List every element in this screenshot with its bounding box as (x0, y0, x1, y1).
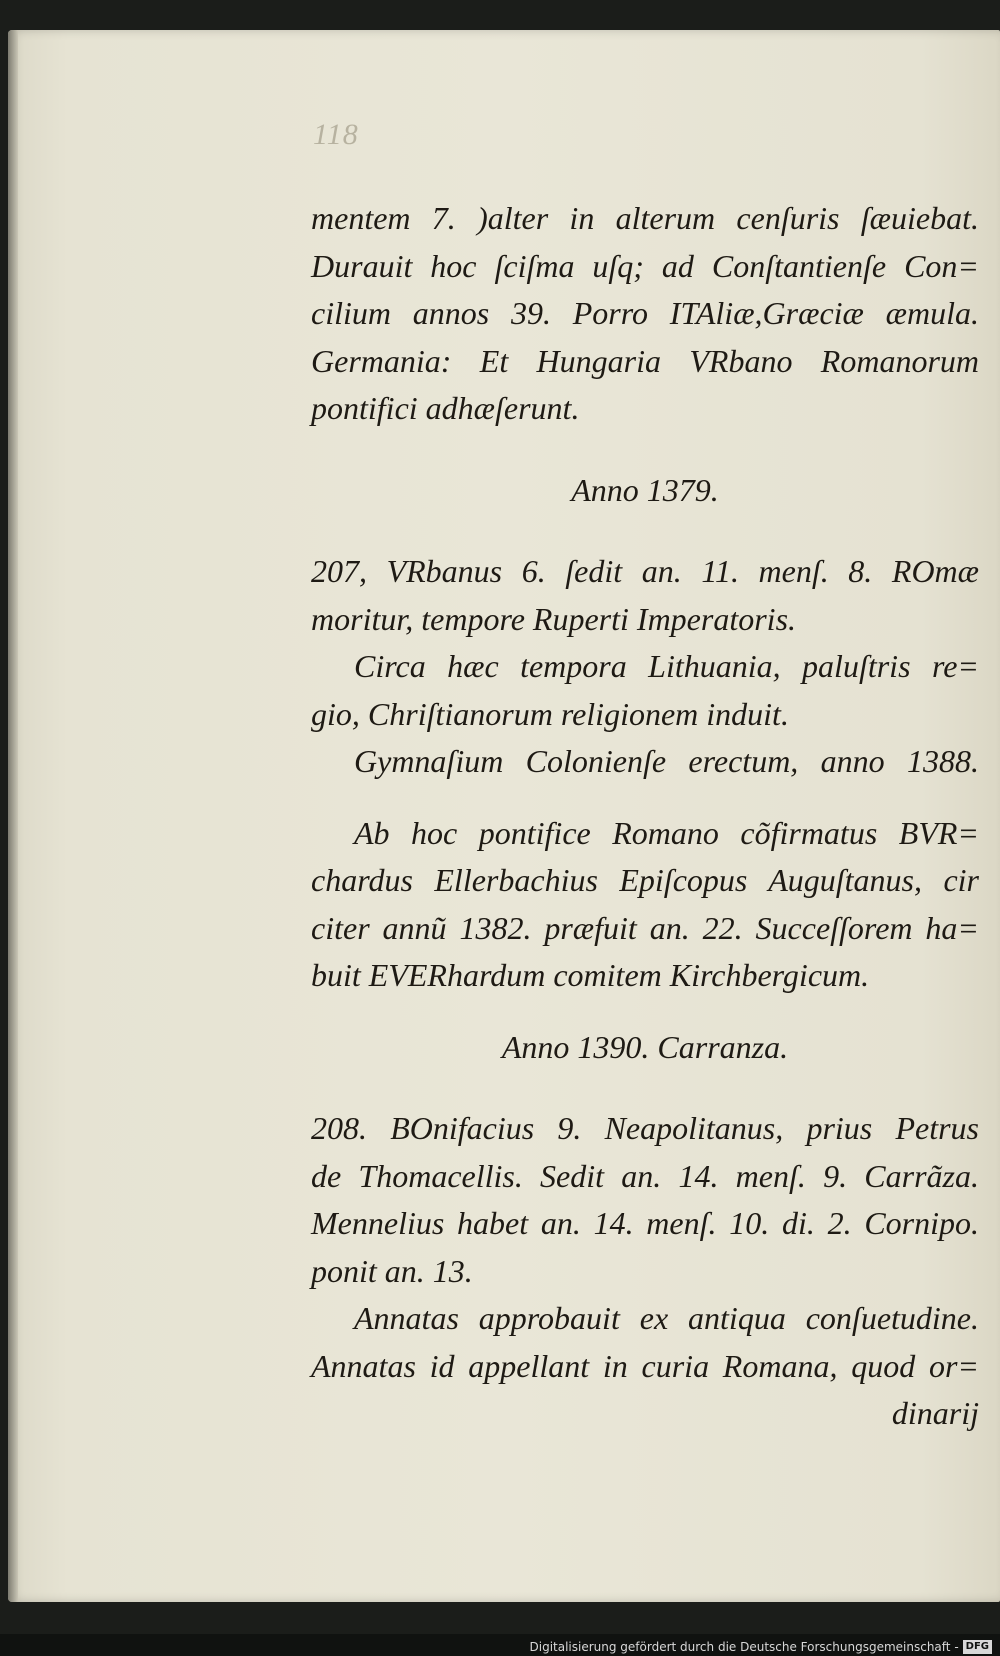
text-line: Durauit hoc ſciſma uſq; ad Conſtantienſe Con= (311, 247, 979, 284)
text-line: ponit an. 13. (311, 1252, 473, 1289)
text-line: dinarij (891, 1395, 979, 1431)
text-line: 208. BOnifacius 9. Neapolitanus, prius Petrus (311, 1110, 979, 1146)
text-line: moritur, tempore Ruperti Imperatoris. (311, 600, 797, 637)
page-number: 118 (313, 118, 359, 151)
text-line: gio, Chriſtianorum religionem induit. (311, 695, 789, 732)
text-line: cilium annos 39. Porro ITAliæ,Græciæ æmula. (311, 295, 979, 331)
text-line: mentem 7. )alter in alterum cenſuris ſæuiebat. (311, 200, 979, 236)
paragraph-gap (311, 1000, 979, 1024)
page-edge (8, 30, 18, 1602)
text-line: de Thomacellis. Sedit an. 14. menſ. 9. Carrãza. (311, 1157, 979, 1194)
text-line: Anno 1379. (571, 471, 719, 508)
text-line: Germania: Et Hungaria VRbano Romanorum (311, 342, 979, 379)
text-line: buit EVERhardum comitem Kirchbergicum. (311, 957, 870, 993)
text-line: chardus Ellerbachius Epiſcopus Auguſtanus, cir (311, 862, 979, 898)
text-line: pontifici adhæſerunt. (311, 390, 580, 426)
text-line: citer annũ 1382. præfuit an. 22. Succeſſorem ha= (311, 909, 979, 946)
book-page (8, 30, 1000, 1602)
paragraph-gap (311, 1071, 979, 1105)
text-line: Circa hæc tempora Lithuania, paluſtris re= (354, 648, 979, 684)
paragraph-gap (311, 514, 979, 548)
dfg-logo: DFG (963, 1640, 992, 1654)
text-line: Anno 1390. Carranza. (501, 1028, 789, 1065)
text-line: Gymnaſium Colonienſe erectum, anno 1388. (354, 743, 979, 779)
funding-credit-text: Digitalisierung gefördert durch die Deutsche Forschungsgemeinschaft - (529, 1640, 959, 1654)
text-line: Annatas id appellant in curia Romana, quod or= (311, 1347, 979, 1384)
text-line: 207, VRbanus 6. ſedit an. 11. menſ. 8. ROmæ (311, 553, 979, 589)
page-text (311, 195, 979, 1438)
paragraph-gap (311, 786, 979, 810)
paragraph-gap (311, 433, 979, 467)
text-line: Annatas approbauit ex antiqua conſuetudine. (354, 1300, 979, 1336)
text-line: Mennelius habet an. 14. menſ. 10. di. 2. Cornipo. (311, 1205, 979, 1241)
footer-credit (530, 1640, 993, 1654)
footer-bar (0, 1634, 1000, 1656)
text-line: Ab hoc pontifice Romano cõfirmatus BVR= (354, 814, 979, 851)
